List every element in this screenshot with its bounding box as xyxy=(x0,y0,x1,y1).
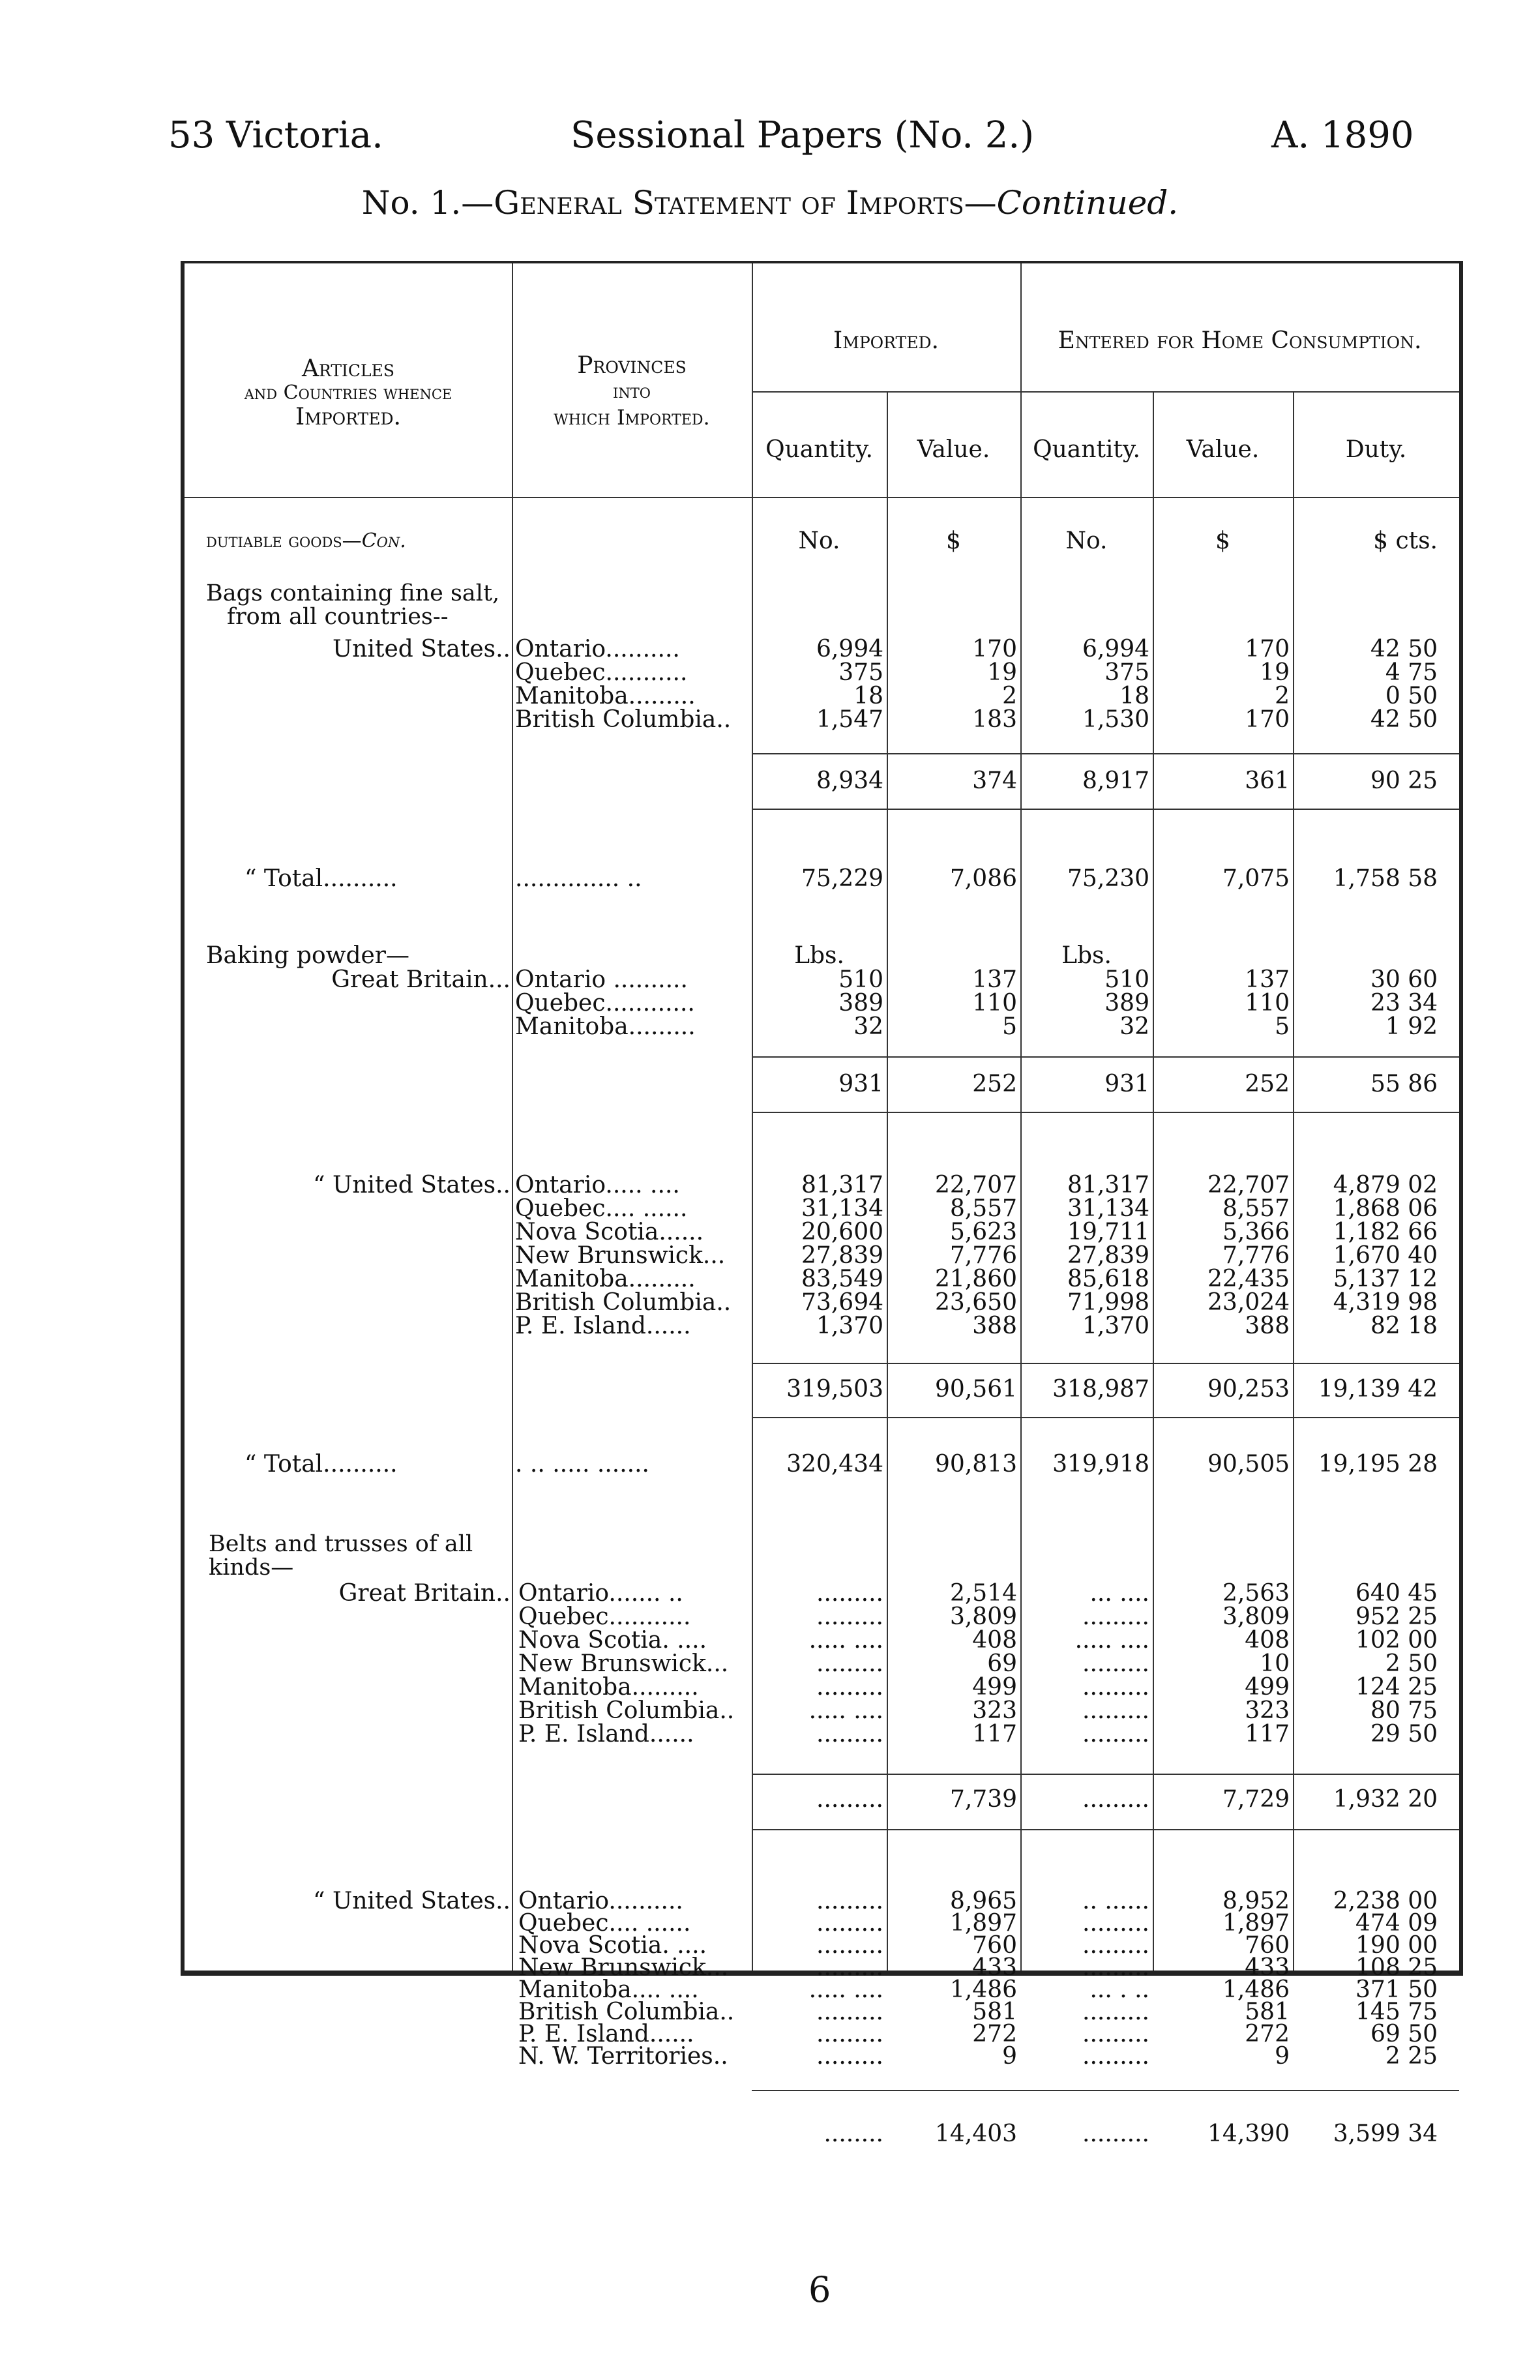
value-cell: 272 xyxy=(972,2021,1017,2047)
subtotal-value: 14,403 xyxy=(935,2120,1017,2147)
province-cell: Quebec............ xyxy=(515,990,695,1017)
article-baking-desc: Baking powder— xyxy=(206,942,410,969)
subtotal-rule xyxy=(752,1774,1459,1775)
value-cell: 170 xyxy=(1245,706,1290,733)
subtotal-rule xyxy=(752,809,1459,810)
subtotal-quantity: 8,934 xyxy=(816,767,883,794)
value-cell: 388 xyxy=(972,1313,1017,1339)
quantity-cell: 83,549 xyxy=(801,1266,883,1292)
col-header-provinces-3: which Imported. xyxy=(554,405,710,430)
value-cell: 8,965 xyxy=(949,1888,1017,1914)
col-header-entered: Entered for Home Consumption. xyxy=(1058,327,1422,354)
col-header-quantity: Quantity. xyxy=(765,436,873,463)
quantity-cell: ......... xyxy=(816,1954,883,1981)
quantity-cell: 27,839 xyxy=(801,1242,883,1269)
quantity-cell: 81,317 xyxy=(801,1172,883,1198)
value-cell: 1,897 xyxy=(949,1910,1017,1937)
value-cell: 3,809 xyxy=(949,1603,1017,1630)
quantity-cell: ......... xyxy=(816,1650,883,1677)
province-cell: British Columbia.. xyxy=(515,706,732,733)
quantity-cell: ......... xyxy=(816,1580,883,1607)
section-label: dutiable goods—Con. xyxy=(206,529,406,552)
total-value: 7,086 xyxy=(949,865,1017,892)
province-cell: Nova Scotia. .... xyxy=(518,1627,707,1654)
province-cell: Quebec.... ...... xyxy=(518,1910,691,1937)
value-cell: 8,952 xyxy=(1222,1888,1290,1914)
value-cell: 408 xyxy=(972,1627,1017,1654)
quantity-cell: ..... .... xyxy=(808,1697,883,1724)
quantity-cell: 389 xyxy=(1104,990,1149,1017)
quantity-cell: 31,134 xyxy=(801,1195,883,1222)
quantity-cell: ... .... xyxy=(1089,1580,1149,1607)
quantity-cell: ......... xyxy=(1082,2021,1149,2047)
value-cell: 581 xyxy=(972,1999,1017,2025)
quantity-cell: ... . .. xyxy=(1089,1976,1149,2003)
subtotal-value: 374 xyxy=(972,767,1017,794)
year-label: A. 1890 xyxy=(1271,114,1414,156)
quantity-cell: 18 xyxy=(1119,683,1149,709)
value-cell: 499 xyxy=(972,1674,1017,1701)
quantity-cell: ......... xyxy=(1082,1999,1149,2025)
value-cell: 581 xyxy=(1245,1999,1290,2025)
col-header-articles-2: and Countries whence xyxy=(244,381,452,404)
quantity-cell: 1,530 xyxy=(1082,706,1149,733)
province-cell: P. E. Island...... xyxy=(515,1313,691,1339)
subtotal-duty: 55 86 xyxy=(1370,1071,1438,1097)
unit-no-entered: No. xyxy=(1065,528,1108,554)
duty-cell: 2 25 xyxy=(1385,2043,1438,2070)
subtotal-rule xyxy=(752,1417,1459,1418)
quantity-cell: ......... xyxy=(816,1674,883,1701)
unit-no-imported: No. xyxy=(798,528,840,554)
quantity-cell: 31,134 xyxy=(1067,1195,1149,1222)
province-cell: N. W. Territories.. xyxy=(518,2043,728,2070)
total-duty: 1,758 58 xyxy=(1333,865,1438,892)
unit-lbs: Lbs. xyxy=(1061,942,1112,969)
province-cell: British Columbia.. xyxy=(518,1697,735,1724)
subtotal-quantity: 931 xyxy=(1104,1071,1149,1097)
quantity-cell: 510 xyxy=(838,966,883,993)
value-cell: 5,623 xyxy=(949,1219,1017,1245)
value-cell: 2,514 xyxy=(949,1580,1017,1607)
province-cell: Manitoba......... xyxy=(515,1013,696,1040)
duty-cell: 2 50 xyxy=(1385,1650,1438,1677)
quantity-cell: ..... .... xyxy=(808,1976,883,2003)
value-cell: 110 xyxy=(1245,990,1290,1017)
quantity-cell: ..... .... xyxy=(1074,1627,1149,1654)
subtotal-quantity: ........ xyxy=(823,2120,883,2147)
value-cell: 388 xyxy=(1245,1313,1290,1339)
col-header-value2: Value. xyxy=(1186,436,1260,463)
duty-cell: 102 00 xyxy=(1355,1627,1438,1654)
province-cell: New Brunswick... xyxy=(518,1650,729,1677)
quantity-cell: 73,694 xyxy=(801,1289,883,1316)
duty-cell: 371 50 xyxy=(1355,1976,1438,2003)
duty-cell: 30 60 xyxy=(1370,966,1438,993)
value-cell: 19 xyxy=(987,659,1017,686)
total-value: 90,813 xyxy=(935,1451,1017,1478)
subtotal-value: 361 xyxy=(1245,767,1290,794)
quantity-cell: .. ...... xyxy=(1082,1888,1149,1914)
table-title-continued: Continued. xyxy=(996,184,1179,222)
subtotal-rule xyxy=(752,1112,1459,1113)
total-label: “ Total.......... xyxy=(244,1451,398,1478)
value-cell: 183 xyxy=(972,706,1017,733)
province-cell: P. E. Island...... xyxy=(518,1721,694,1748)
total-quantity: 75,229 xyxy=(801,865,883,892)
province-cell: Ontario.......... xyxy=(518,1888,683,1914)
value-cell: 22,707 xyxy=(935,1172,1017,1198)
value-cell: 10 xyxy=(1260,1650,1290,1677)
value-cell: 323 xyxy=(1245,1697,1290,1724)
quantity-cell: ......... xyxy=(1082,1603,1149,1630)
total-quantity: 75,230 xyxy=(1067,865,1149,892)
value-cell: 21,860 xyxy=(935,1266,1017,1292)
unit-lbs: Lbs. xyxy=(794,942,844,969)
article-bags-desc: from all countries-- xyxy=(227,604,449,630)
subtotal-value: 252 xyxy=(972,1071,1017,1097)
subtotal-rule xyxy=(752,1056,1459,1058)
total-duty: 19,195 28 xyxy=(1318,1451,1438,1478)
province-cell: Nova Scotia...... xyxy=(515,1219,704,1245)
subtotal-quantity: 319,503 xyxy=(786,1376,883,1403)
quantity-cell: ......... xyxy=(816,1721,883,1748)
province-cell: Manitoba......... xyxy=(518,1674,699,1701)
value-cell: 23,650 xyxy=(935,1289,1017,1316)
duty-cell: 69 50 xyxy=(1370,2021,1438,2047)
value-cell: 1,897 xyxy=(1222,1910,1290,1937)
duty-cell: 4,319 98 xyxy=(1333,1289,1438,1316)
subtotal-duty: 90 25 xyxy=(1370,767,1438,794)
quantity-cell: 6,994 xyxy=(816,636,883,662)
province-cell: Ontario....... .. xyxy=(518,1580,683,1607)
province-cell: Manitoba......... xyxy=(515,1266,696,1292)
quantity-cell: ......... xyxy=(816,1910,883,1937)
value-cell: 22,707 xyxy=(1207,1172,1290,1198)
value-cell: 499 xyxy=(1245,1674,1290,1701)
value-cell: 323 xyxy=(972,1697,1017,1724)
quantity-cell: ......... xyxy=(1082,1954,1149,1981)
value-cell: 760 xyxy=(1245,1932,1290,1959)
quantity-cell: 510 xyxy=(1104,966,1149,993)
total-dots: . .. ..... ....... xyxy=(515,1451,649,1478)
duty-cell: 108 25 xyxy=(1355,1954,1438,1981)
country-label: United States.. xyxy=(332,636,511,662)
quantity-cell: 27,839 xyxy=(1067,1242,1149,1269)
quantity-cell: 1,370 xyxy=(816,1313,883,1339)
quantity-cell: ..... .... xyxy=(808,1627,883,1654)
province-cell: Ontario..... .... xyxy=(515,1172,680,1198)
quantity-cell: 389 xyxy=(838,990,883,1017)
value-cell: 1,486 xyxy=(949,1976,1017,2003)
duty-cell: 124 25 xyxy=(1355,1674,1438,1701)
quantity-cell: ......... xyxy=(1082,1674,1149,1701)
duty-cell: 29 50 xyxy=(1370,1721,1438,1748)
duty-cell: 23 34 xyxy=(1370,990,1438,1017)
col-header-quantity2: Quantity. xyxy=(1033,436,1140,463)
province-cell: Ontario .......... xyxy=(515,966,688,993)
col-header-articles-3: Imported. xyxy=(295,404,401,430)
col-header-provinces-2: into xyxy=(613,380,651,403)
col-header-articles-1: Articles xyxy=(301,355,395,382)
value-cell: 7,776 xyxy=(949,1242,1017,1269)
value-cell: 433 xyxy=(1245,1954,1290,1981)
subtotal-quantity: 931 xyxy=(838,1071,883,1097)
value-cell: 408 xyxy=(1245,1627,1290,1654)
quantity-cell: 18 xyxy=(853,683,883,709)
quantity-cell: ......... xyxy=(1082,1932,1149,1959)
value-cell: 117 xyxy=(1245,1721,1290,1748)
value-cell: 272 xyxy=(1245,2021,1290,2047)
value-cell: 433 xyxy=(972,1954,1017,1981)
value-cell: 69 xyxy=(987,1650,1017,1677)
total-dots: .............. .. xyxy=(515,865,642,892)
subtotal-value: 90,561 xyxy=(935,1376,1017,1403)
value-cell: 3,809 xyxy=(1222,1603,1290,1630)
sessional-papers-title: Sessional Papers (No. 2.) xyxy=(570,114,1035,156)
duty-cell: 952 25 xyxy=(1355,1603,1438,1630)
duty-cell: 1,670 40 xyxy=(1333,1242,1438,1269)
table-title-main: —General Statement of Imports— xyxy=(461,184,997,222)
duty-cell: 145 75 xyxy=(1355,1999,1438,2025)
quantity-cell: ......... xyxy=(816,1603,883,1630)
subtotal-value: 90,253 xyxy=(1207,1376,1290,1403)
value-cell: 760 xyxy=(972,1932,1017,1959)
value-cell: 8,557 xyxy=(949,1195,1017,1222)
quantity-cell: ......... xyxy=(816,1932,883,1959)
value-cell: 7,776 xyxy=(1222,1242,1290,1269)
duty-cell: 5,137 12 xyxy=(1333,1266,1438,1292)
quantity-cell: 19,711 xyxy=(1067,1219,1149,1245)
quantity-cell: ......... xyxy=(1082,1697,1149,1724)
subtotal-quantity: ......... xyxy=(1082,2120,1149,2147)
duty-cell: 4 75 xyxy=(1385,659,1438,686)
total-label: “ Total.......... xyxy=(244,865,398,892)
duty-cell: 1 92 xyxy=(1385,1013,1438,1040)
province-cell: New Brunswick... xyxy=(518,1954,729,1981)
duty-cell: 80 75 xyxy=(1370,1697,1438,1724)
col-rule-provinces xyxy=(512,263,513,1971)
quantity-cell: 32 xyxy=(1119,1013,1149,1040)
province-cell: P. E. Island...... xyxy=(518,2021,694,2047)
duty-cell: 42 50 xyxy=(1370,706,1438,733)
quantity-cell: 375 xyxy=(838,659,883,686)
value-cell: 22,435 xyxy=(1207,1266,1290,1292)
col-header-duty: Duty. xyxy=(1345,436,1407,463)
value-cell: 2,563 xyxy=(1222,1580,1290,1607)
province-cell: British Columbia.. xyxy=(518,1999,735,2025)
table-title xyxy=(0,184,1540,222)
duty-cell: 1,868 06 xyxy=(1333,1195,1438,1222)
duty-cell: 42 50 xyxy=(1370,636,1438,662)
table-number: No. 1. xyxy=(361,184,462,222)
value-cell: 5 xyxy=(1275,1013,1290,1040)
session-label: 53 Victoria. xyxy=(168,114,383,156)
province-cell: New Brunswick... xyxy=(515,1242,726,1269)
quantity-cell: 32 xyxy=(853,1013,883,1040)
value-cell: 5,366 xyxy=(1222,1219,1290,1245)
subtotal-rule xyxy=(752,1829,1459,1830)
province-cell: Nova Scotia. .... xyxy=(518,1932,707,1959)
province-cell: Manitoba......... xyxy=(515,683,696,709)
subtotal-rule xyxy=(752,753,1459,754)
value-cell: 170 xyxy=(1245,636,1290,662)
value-cell: 9 xyxy=(1002,2043,1017,2070)
value-cell: 8,557 xyxy=(1222,1195,1290,1222)
quantity-cell: ......... xyxy=(1082,1910,1149,1937)
country-label: Great Britain.. xyxy=(338,1580,511,1607)
subtotal-quantity: 8,917 xyxy=(1082,767,1149,794)
quantity-cell: 20,600 xyxy=(801,1219,883,1245)
subtotal-value: 7,739 xyxy=(949,1786,1017,1813)
article-belts-desc: kinds— xyxy=(209,1554,294,1581)
province-cell: Quebec........... xyxy=(518,1603,691,1630)
total-quantity: 319,918 xyxy=(1052,1451,1149,1478)
header-rule-mid xyxy=(752,391,1459,393)
col-header-provinces-1: Provinces xyxy=(577,352,687,379)
header-rule-bottom xyxy=(185,497,1459,498)
subtotal-rule xyxy=(752,1363,1459,1364)
value-cell: 23,024 xyxy=(1207,1289,1290,1316)
country-label: “ United States.. xyxy=(313,1172,511,1198)
value-cell: 9 xyxy=(1275,2043,1290,2070)
quantity-cell: ......... xyxy=(1082,2043,1149,2070)
value-cell: 5 xyxy=(1002,1013,1017,1040)
duty-cell: 4,879 02 xyxy=(1333,1172,1438,1198)
quantity-cell: ......... xyxy=(816,1999,883,2025)
value-cell: 110 xyxy=(972,990,1017,1017)
quantity-cell: 6,994 xyxy=(1082,636,1149,662)
unit-dollar-entered: $ xyxy=(1215,528,1230,554)
duty-cell: 1,182 66 xyxy=(1333,1219,1438,1245)
quantity-cell: ......... xyxy=(816,2043,883,2070)
duty-cell: 82 18 xyxy=(1370,1313,1438,1339)
unit-duty: $ cts. xyxy=(1373,528,1438,554)
country-label: Great Britain... xyxy=(331,966,511,993)
quantity-cell: 85,618 xyxy=(1067,1266,1149,1292)
duty-cell: 0 50 xyxy=(1385,683,1438,709)
duty-cell: 2,238 00 xyxy=(1333,1888,1438,1914)
province-cell: Ontario.......... xyxy=(515,636,680,662)
quantity-cell: ......... xyxy=(1082,1721,1149,1748)
subtotal-value: 14,390 xyxy=(1207,2120,1290,2147)
value-cell: 2 xyxy=(1275,683,1290,709)
province-cell: British Columbia.. xyxy=(515,1289,732,1316)
subtotal-quantity: ......... xyxy=(816,1786,883,1813)
total-value: 7,075 xyxy=(1222,865,1290,892)
duty-cell: 640 45 xyxy=(1355,1580,1438,1607)
quantity-cell: 71,998 xyxy=(1067,1289,1149,1316)
unit-dollar-imported: $ xyxy=(946,528,961,554)
value-cell: 137 xyxy=(972,966,1017,993)
country-label: “ United States.. xyxy=(313,1888,511,1914)
value-cell: 1,486 xyxy=(1222,1976,1290,2003)
subtotal-duty: 1,932 20 xyxy=(1333,1786,1438,1813)
quantity-cell: 1,370 xyxy=(1082,1313,1149,1339)
quantity-cell: ......... xyxy=(1082,1650,1149,1677)
subtotal-quantity: 318,987 xyxy=(1052,1376,1149,1403)
quantity-cell: 1,547 xyxy=(816,706,883,733)
value-cell: 19 xyxy=(1260,659,1290,686)
subtotal-value: 7,729 xyxy=(1222,1786,1290,1813)
quantity-cell: 375 xyxy=(1104,659,1149,686)
province-cell: Quebec........... xyxy=(515,659,688,686)
province-cell: Manitoba.... .... xyxy=(518,1976,699,2003)
total-value: 90,505 xyxy=(1207,1451,1290,1478)
col-header-value: Value. xyxy=(917,436,990,463)
duty-cell: 474 09 xyxy=(1355,1910,1438,1937)
total-quantity: 320,434 xyxy=(786,1451,883,1478)
duty-cell: 190 00 xyxy=(1355,1932,1438,1959)
quantity-cell: ......... xyxy=(816,2021,883,2047)
subtotal-value: 252 xyxy=(1245,1071,1290,1097)
subtotal-duty: 19,139 42 xyxy=(1318,1376,1438,1403)
page-number: 6 xyxy=(808,2269,831,2310)
value-cell: 117 xyxy=(972,1721,1017,1748)
article-bags-desc: Bags containing fine salt, xyxy=(206,580,500,606)
subtotal-rule xyxy=(752,2090,1459,2091)
subtotal-duty: 3,599 34 xyxy=(1333,2120,1438,2147)
value-cell: 2 xyxy=(1002,683,1017,709)
article-belts-desc: Belts and trusses of all xyxy=(209,1531,473,1557)
col-header-imported: Imported. xyxy=(833,327,939,354)
quantity-cell: ......... xyxy=(816,1888,883,1914)
quantity-cell: 81,317 xyxy=(1067,1172,1149,1198)
subtotal-quantity: ......... xyxy=(1082,1786,1149,1813)
province-cell: Quebec.... ...... xyxy=(515,1195,688,1222)
value-cell: 137 xyxy=(1245,966,1290,993)
value-cell: 170 xyxy=(972,636,1017,662)
